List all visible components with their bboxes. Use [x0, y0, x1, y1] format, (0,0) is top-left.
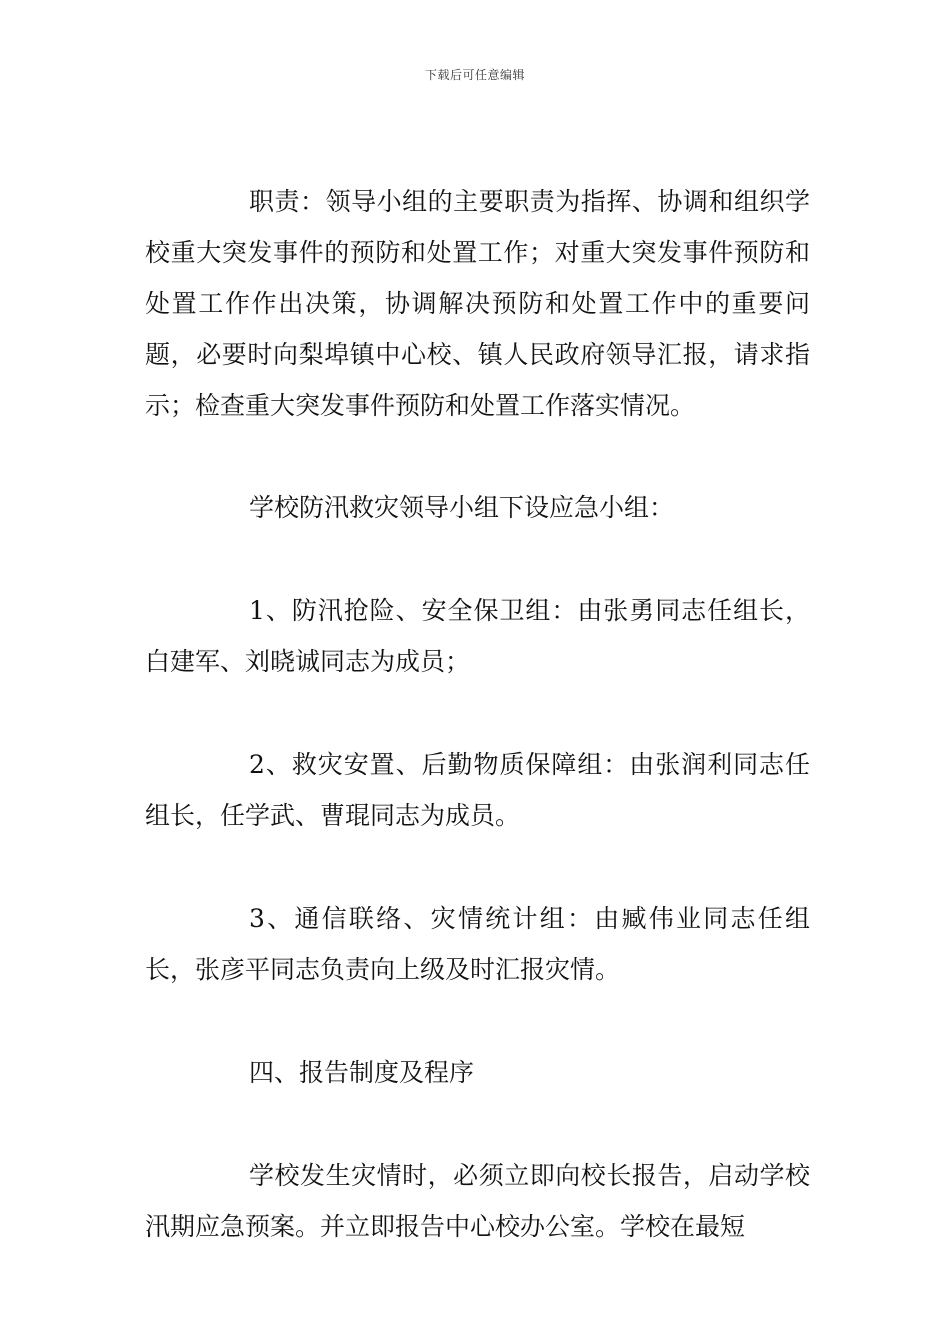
- section-heading-report: 四、报告制度及程序: [249, 1058, 475, 1087]
- paragraph-duties: 职责：领导小组的主要职责为指挥、协调和组织学校重大突发事件的预防和处置工作；对重大突发事件预防和处置工作作出决策，协调解决预防和处置工作中的重要问题，必要时向梨埠镇中心校、镇人民政府领导汇报，请求指示；检查重大突发事件预防和处置工作落实情况。: [145, 187, 810, 420]
- page-header-note: 下载后可任意编辑: [424, 68, 525, 82]
- paragraph-group-3: 3、通信联络、灾情统计组：由臧伟业同志任组长，张彦平同志负责向上级及时汇报灾情。: [145, 904, 810, 984]
- paragraph-report-procedure: 学校发生灾情时，必须立即向校长报告，启动学校汛期应急预案。并立即报告中心校办公室。学校在最短: [145, 1161, 810, 1241]
- paragraph-group-2: 2、救灾安置、后勤物质保障组：由张润利同志任组长，任学武、曹琨同志为成员。: [145, 750, 810, 830]
- paragraph-subgroups-intro: 学校防汛救灾领导小组下设应急小组：: [249, 493, 675, 522]
- paragraph-group-1: 1、防汛抢险、安全保卫组：由张勇同志任组长，白建军、刘晓诚同志为成员；: [145, 596, 810, 676]
- document-body: [145, 176, 810, 1252]
